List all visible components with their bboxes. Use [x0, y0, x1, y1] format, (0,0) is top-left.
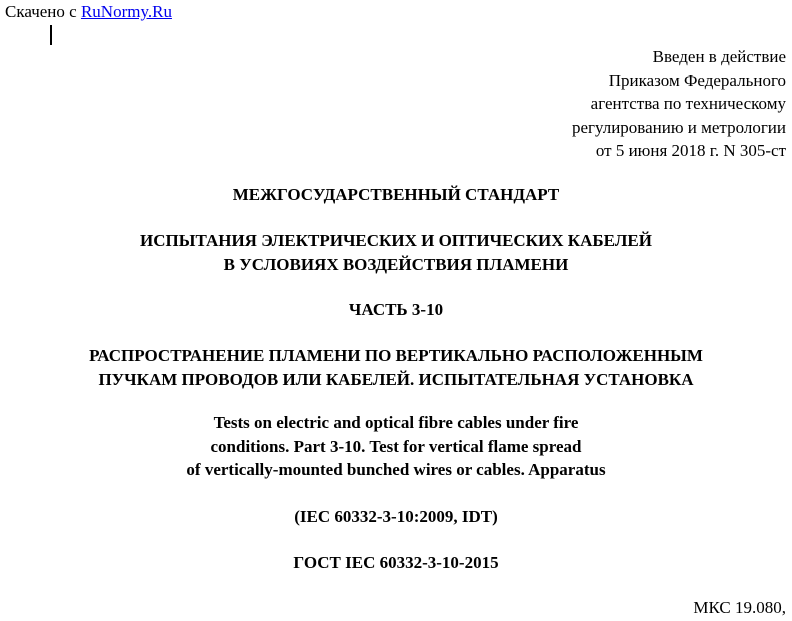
title-ru-line: В УСЛОВИЯХ ВОЗДЕЙСТВИЯ ПЛАМЕНИ [223, 254, 569, 274]
source-link[interactable]: RuNormy.Ru [80, 2, 172, 21]
title-en-line: of vertically-mounted bunched wires or cables. Apparatus [186, 460, 606, 479]
gost-designation [0, 551, 792, 575]
standard-type: МЕЖГОСУДАРСТВЕННЫЙ СТАНДАРТ [232, 185, 560, 204]
iec-reference [0, 505, 792, 529]
intro-line: Введен в действие [652, 47, 786, 66]
intro-line: Приказом Федерального [608, 70, 786, 90]
title-en [0, 411, 792, 482]
intro-line: агентства по техническому [590, 94, 786, 113]
text-cursor [50, 25, 52, 45]
part-number: ЧАСТЬ 3-10 [348, 300, 444, 319]
gost-designation-text: ГОСТ IEC 60332-3-10-2015 [293, 553, 499, 572]
intro-line: от 5 июня 2018 г. N 305-ст [595, 141, 786, 160]
intro-block [572, 45, 786, 163]
part-heading [0, 298, 792, 322]
title-ru-line: ИСПЫТАНИЯ ЭЛЕКТРИЧЕСКИХ И ОПТИЧЕСКИХ КАБЕЛЕЙ [140, 231, 652, 250]
subtitle-ru-line: ПУЧКАМ ПРОВОДОВ ИЛИ КАБЕЛЕЙ. ИСПЫТАТЕЛЬНАЯ УСТАНОВКА [98, 369, 694, 389]
source-prefix: Скачено с [5, 2, 81, 21]
title-ru [0, 229, 792, 276]
title-en-line: Tests on electric and optical fibre cables under fire [213, 413, 579, 432]
mks-code: МКС 19.080, [693, 598, 786, 617]
source-line [5, 2, 172, 22]
intro-line: регулированию и метрологии [571, 117, 786, 137]
standard-type-heading [0, 183, 792, 207]
iec-reference-text: (IEC 60332-3-10:2009, IDT) [294, 507, 498, 526]
title-en-line: conditions. Part 3-10. Test for vertical flame spread [210, 436, 582, 456]
subtitle-ru-line: РАСПРОСТРАНЕНИЕ ПЛАМЕНИ ПО ВЕРТИКАЛЬНО РАСПОЛОЖЕННЫМ [89, 346, 703, 365]
subtitle-ru [0, 344, 792, 391]
